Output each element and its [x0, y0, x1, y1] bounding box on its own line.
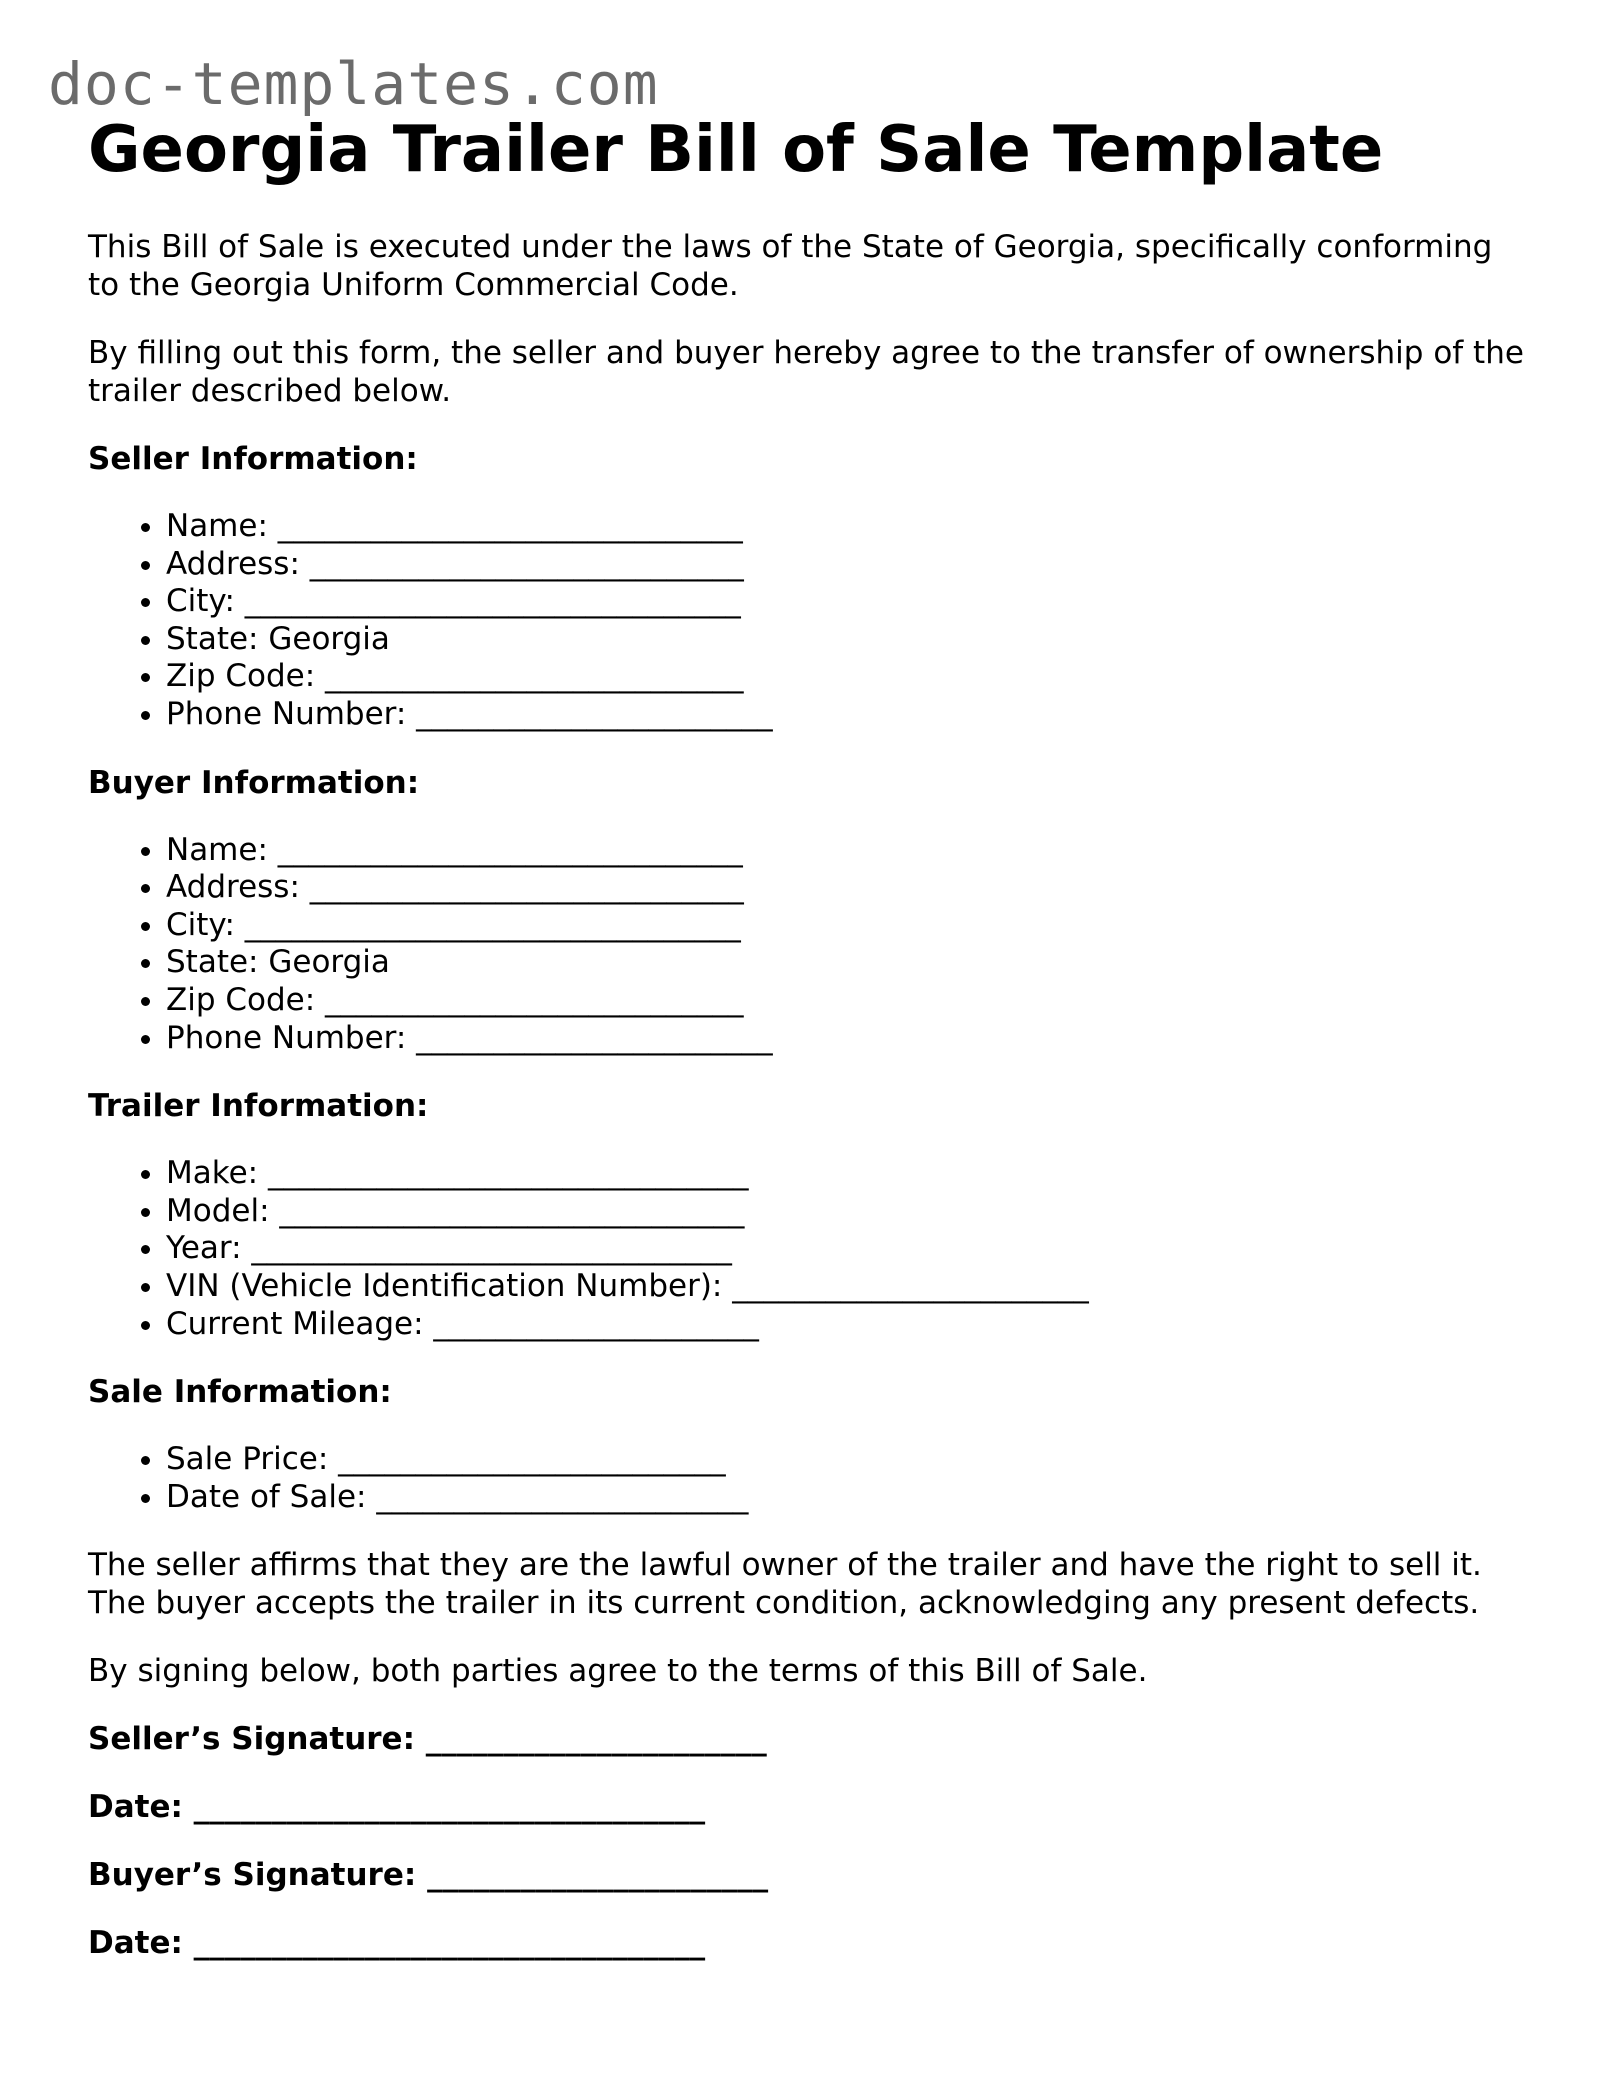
trailer-mileage-field[interactable]: • Current Mileage: _____________________ — [166, 1306, 1528, 1344]
trailer-vin-field[interactable]: • VIN (Vehicle Identification Number): _______________________ — [166, 1268, 1528, 1306]
seller-list — [88, 508, 1528, 734]
trailer-model-field[interactable]: • Model: ______________________________ — [166, 1193, 1528, 1231]
buyer-signature-field[interactable]: Buyer’s Signature: ______________________ — [88, 1857, 769, 1894]
buyer-address-field[interactable]: • Address: ____________________________ — [166, 869, 1528, 907]
trailer-make-field[interactable]: • Make: _______________________________ — [166, 1155, 1528, 1193]
intro-paragraph-2: By filling out this form, the seller and buyer hereby agree to the transfer of ownership of the trailer described below. — [88, 335, 1524, 409]
trailer-year-field[interactable]: • Year: _______________________________ — [166, 1230, 1528, 1268]
buyer-zip-field[interactable]: • Zip Code: ___________________________ — [166, 982, 1528, 1020]
buyer-list — [88, 832, 1528, 1058]
sale-date-field[interactable]: • Date of Sale: ________________________ — [166, 1479, 1528, 1517]
buyer-state-field: • State: Georgia — [166, 944, 1528, 982]
seller-signature-field[interactable]: Seller’s Signature: ______________________ — [88, 1721, 767, 1758]
seller-address-field[interactable]: • Address: ____________________________ — [166, 546, 1528, 584]
seller-state-field: • State: Georgia — [166, 621, 1528, 659]
seller-phone-field[interactable]: • Phone Number: _______________________ — [166, 696, 1528, 734]
seller-name-field[interactable]: • Name: ______________________________ — [166, 508, 1528, 546]
seller-heading: Seller Information: — [88, 441, 418, 477]
buyer-name-field[interactable]: • Name: ______________________________ — [166, 832, 1528, 870]
document-body — [88, 112, 1528, 1962]
trailer-list — [88, 1155, 1528, 1343]
intro-paragraph-1: This Bill of Sale is executed under the laws of the State of Georgia, specifically conforming to the Georgia Uniform Commercial Code. — [88, 229, 1493, 303]
sale-heading: Sale Information: — [88, 1374, 392, 1411]
watermark: doc-templates.com — [48, 50, 659, 118]
buyer-heading: Buyer Information: — [88, 764, 420, 801]
sale-list — [88, 1441, 1528, 1516]
buyer-date-field[interactable]: Date: _________________________________ — [88, 1925, 706, 1962]
sale-price-field[interactable]: • Sale Price: _________________________ — [166, 1441, 1528, 1479]
seller-date-field[interactable]: Date: _________________________________ — [88, 1789, 706, 1826]
buyer-phone-field[interactable]: • Phone Number: _______________________ — [166, 1020, 1528, 1058]
seller-city-field[interactable]: • City: ________________________________ — [166, 583, 1528, 621]
page-title: Georgia Trailer Bill of Sale Template — [88, 113, 1384, 187]
seller-zip-field[interactable]: • Zip Code: ___________________________ — [166, 658, 1528, 696]
agreement-paragraph: By signing below, both parties agree to the terms of this Bill of Sale. — [88, 1653, 1148, 1690]
buyer-city-field[interactable]: • City: ________________________________ — [166, 907, 1528, 945]
affirmation-paragraph: The seller affirms that they are the lawful owner of the trailer and have the right to sell it. The buyer accepts the trailer in its current condition, acknowledging any present defects. — [88, 1547, 1482, 1622]
trailer-heading: Trailer Information: — [88, 1088, 429, 1125]
